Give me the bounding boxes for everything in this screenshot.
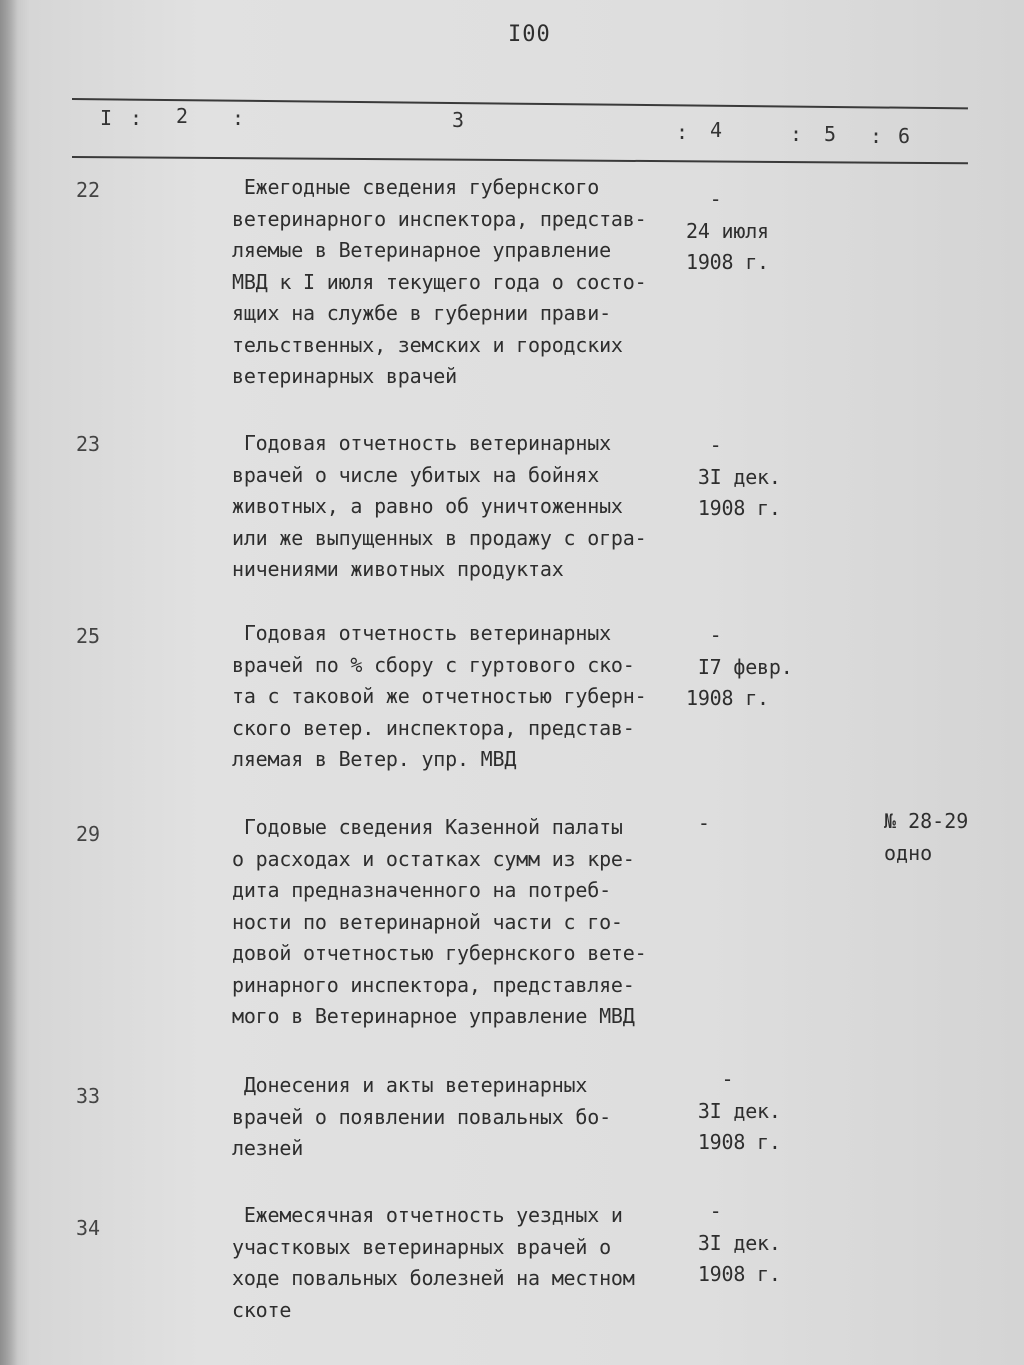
column-separator: : (870, 124, 883, 148)
entry-date: - 3I дек. 1908 г. (697, 1199, 781, 1286)
entry-number: 22 (76, 178, 101, 202)
entry-number: 34 (76, 1216, 101, 1240)
entry-number: 23 (76, 432, 101, 456)
header-bottom-rule (72, 156, 968, 164)
entry-date: - 24 июля 1908 г. (686, 187, 769, 274)
entry-description: Годовые сведения Казенной палаты о расходах и остатках сумм из кре- дита предназначенного на потреб- ности по ветеринарной части с го- довой отчетностью губернского вете- ринарного инспектора, представляе- мого в Ветеринарное управление МВД (232, 815, 647, 1028)
entry-note: № 28-29 одно (884, 809, 969, 865)
entry-number: 33 (76, 1084, 101, 1108)
entry-number: 25 (76, 624, 101, 648)
column-separator: : (232, 106, 245, 130)
entry-date: - I7 февр. 1908 г. (686, 623, 793, 710)
column-header-1: I (100, 106, 113, 130)
entry-description: Годовая отчетность ветеринарных врачей о числе убитых на бойнях животных, а равно об уничтоженных или же выпущенных в продажу с огра- ничениями животных продуктах (232, 431, 647, 581)
column-header-5: 5 (824, 122, 837, 146)
header-top-rule (72, 98, 968, 109)
entry-date: - 3I дек. 1908 г. (697, 1067, 781, 1154)
entry-description: Донесения и акты ветеринарных врачей о появлении повальных бо- лезней (232, 1073, 611, 1160)
column-header-2: 2 (176, 104, 189, 128)
entry-date: - 3I дек. 1908 г. (697, 433, 781, 520)
entry-description: Годовая отчетность ветеринарных врачей по % сбору с гуртового ско- та с таковой же отчетностью губерн- ского ветер. инспектора, представ- ляемая в Ветер. упр. МВД (232, 621, 647, 771)
column-header-6: 6 (898, 124, 911, 148)
entry-description: Ежемесячная отчетность уездных и участковых ветеринарных врачей о ходе повальных болезней на местном скоте (232, 1203, 635, 1322)
column-separator: : (676, 120, 689, 144)
entry-date: - (686, 811, 710, 835)
page-number: I00 (508, 22, 551, 47)
column-separator: : (790, 122, 803, 146)
entry-number: 29 (76, 822, 101, 846)
column-separator: : (130, 106, 143, 130)
entry-description: Ежегодные сведения губернского ветеринарного инспектора, представ- ляемые в Ветеринарное управление МВД к I июля текущего года о состо- ящих на службе в губернии прави- тельственных, земских и городских ветеринарных врачей (232, 175, 647, 388)
column-header-4: 4 (710, 118, 723, 142)
column-header-3: 3 (452, 108, 465, 132)
